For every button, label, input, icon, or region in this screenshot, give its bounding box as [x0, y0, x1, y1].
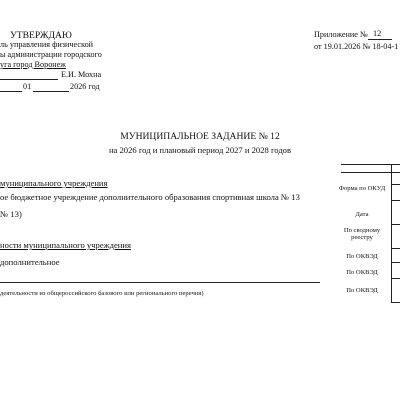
codes-row-sep-6	[391, 278, 400, 279]
codes-row-sep-4	[391, 248, 400, 249]
institution-heading: муниципального учреждения	[0, 178, 108, 188]
date-label: Дата	[355, 211, 369, 218]
appendix-number: 12	[373, 29, 382, 38]
codes-row-sep-1	[391, 184, 400, 185]
okved-label-1: По ОКВЭД	[346, 253, 378, 260]
title-line-2: на 2026 год и плановый период 2027 и 2028 годов	[108, 145, 292, 155]
title-line-1: МУНИЦИПАЛЬНОЕ ЗАДАНИЕ № 12	[120, 131, 280, 142]
appendix-date: от 19.01.2026 № 18-04-1	[314, 42, 399, 51]
appendix-label: Приложение №	[314, 30, 368, 39]
activity-heading: ности муниципального учреждения	[0, 240, 131, 250]
codes-row-sep-3	[391, 224, 400, 225]
activity-value: дополнительное	[0, 257, 60, 267]
institution-name: ое бюджетное учреждение дополнительного образования спортивная школа № 13	[0, 192, 300, 202]
okved-label-3: По ОКВЭД	[346, 287, 378, 294]
activity-blank-line	[0, 282, 320, 283]
date-day-blank-left	[0, 91, 22, 92]
approval-signer: Е.И. Мохна	[61, 70, 102, 79]
approval-day: 01	[23, 82, 32, 91]
approval-year: 2026 год	[70, 82, 100, 91]
codes-row-sep-5	[391, 262, 400, 263]
registry-label: По сводному реестру	[343, 227, 381, 242]
signature-line	[0, 79, 58, 80]
codes-row-sep-2	[391, 200, 400, 201]
activity-type-note: деятельности из общероссийского базового или регионального перечня)	[0, 290, 204, 297]
date-month-blank	[33, 91, 69, 92]
codes-row-sep-7	[391, 302, 400, 303]
approval-line-3: уга город Воронеж	[0, 60, 66, 69]
approval-heading: УТВЕРЖДАЮ	[10, 30, 72, 41]
form-okud-label: Форма по ОКУД	[338, 185, 386, 192]
institution-name-cont: № 13)	[0, 209, 22, 219]
appendix-number-line	[368, 39, 392, 40]
okved-label-2: По ОКВЭД	[346, 269, 378, 276]
approval-line-1: ль управления физической	[0, 40, 94, 49]
approval-line-2: ы администрации городского	[0, 50, 102, 59]
